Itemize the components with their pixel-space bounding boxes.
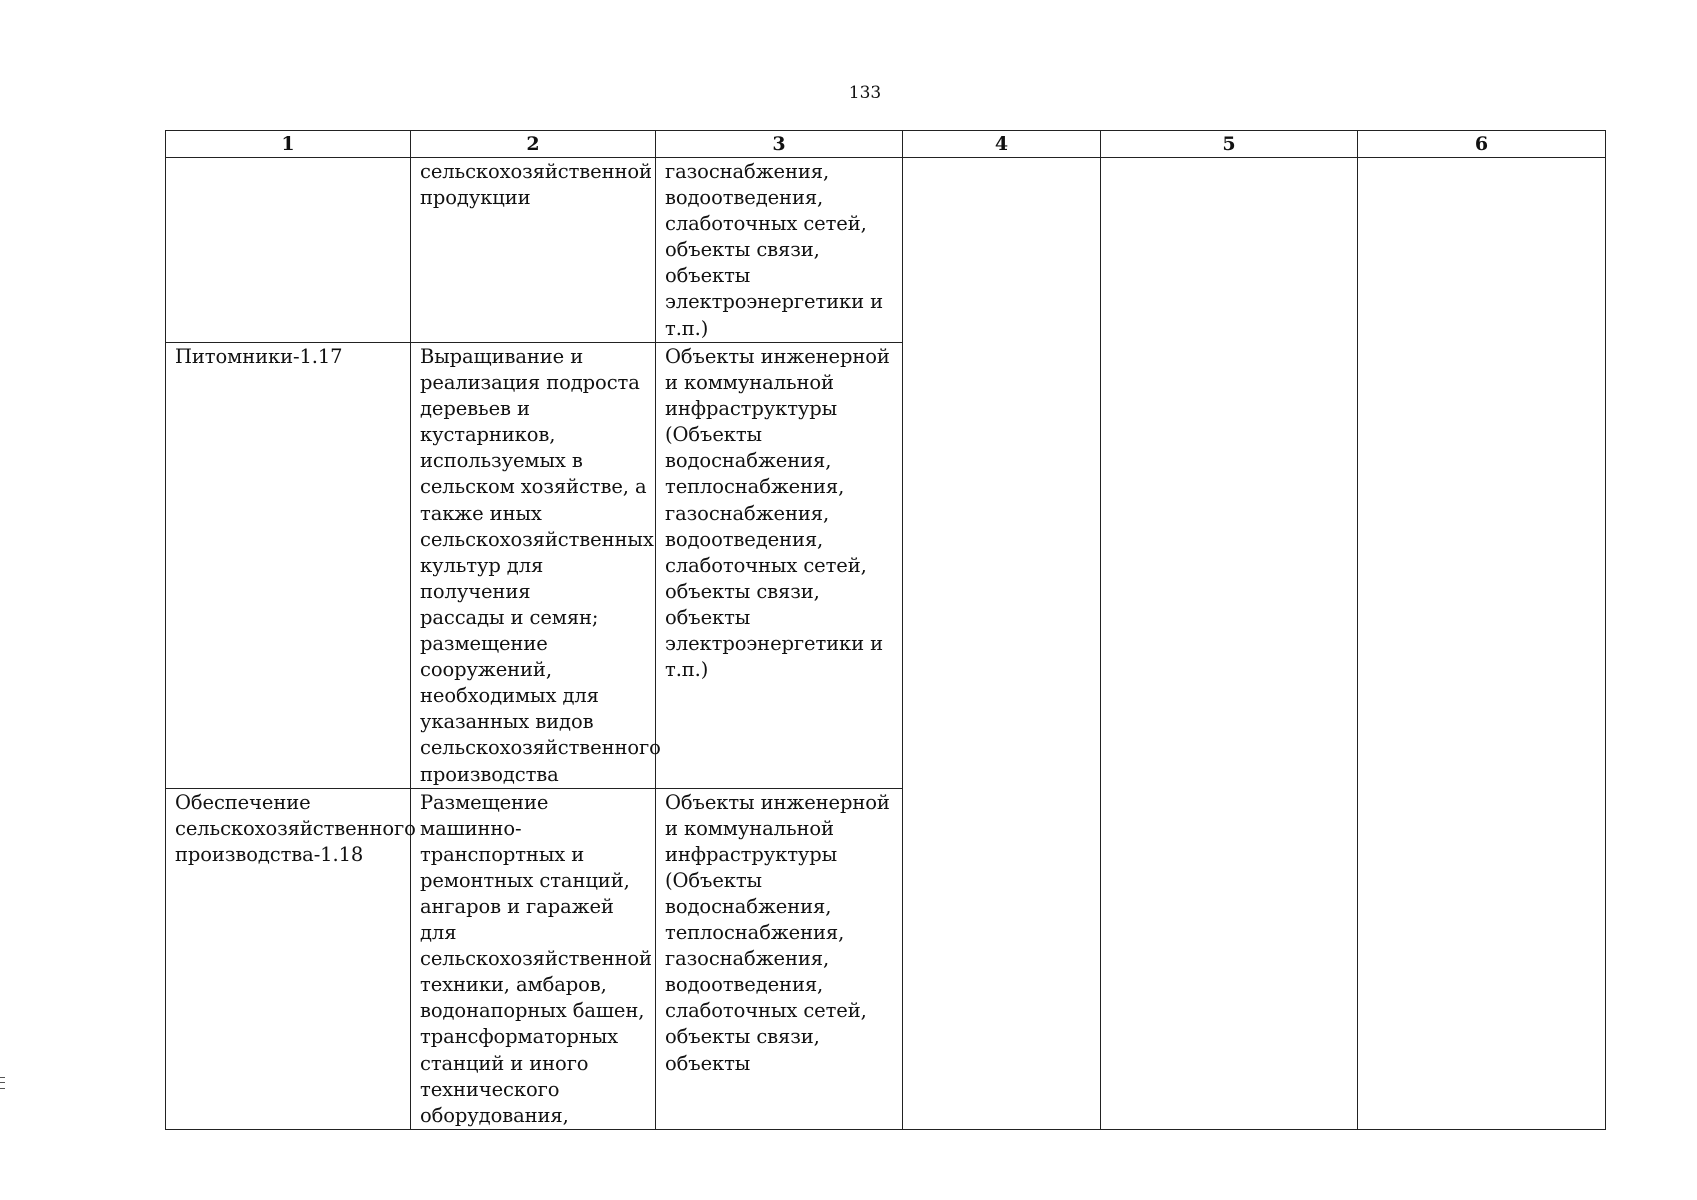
column-header-1: 1 xyxy=(166,131,411,158)
column-header-4: 4 xyxy=(903,131,1101,158)
table-row xyxy=(166,158,1606,343)
column-header-6: 6 xyxy=(1358,131,1606,158)
land-use-type-cell: Питомники-1.17 xyxy=(166,343,411,789)
land-use-type-cell xyxy=(166,158,411,343)
column-header-3: 3 xyxy=(656,131,903,158)
column-header-2: 2 xyxy=(411,131,656,158)
land-use-type-cell: Обеспечение сельскохозяйственного производства-1.18 xyxy=(166,788,411,1129)
land-use-table xyxy=(165,130,1606,1130)
page-number: 133 xyxy=(848,83,882,103)
scan-edge-mark xyxy=(0,1077,5,1089)
column-4-cell xyxy=(903,158,1101,1130)
column-header-5: 5 xyxy=(1101,131,1358,158)
column-5-cell xyxy=(1101,158,1358,1130)
description-cell: Выращивание и реализация подроста деревьев и кустарников, используемых в сельском хозяйстве, а также иных сельскохозяйственных культур для получения рассады и семян; размещение сооружений, необходимых для указанных видов сельскохозяйственного производства xyxy=(411,343,656,789)
permitted-objects-cell: газоснабжения, водоотведения, слаботочных сетей, объекты связи, объекты электроэнергетики и т.п.) xyxy=(656,158,903,343)
table-header-row xyxy=(166,131,1606,158)
description-cell: Размещение машинно- транспортных и ремонтных станций, ангаров и гаражей для сельскохозяйственной техники, амбаров, водонапорных башен, трансформаторных станций и иного технического оборудования, xyxy=(411,788,656,1129)
description-cell: сельскохозяйственной продукции xyxy=(411,158,656,343)
column-6-cell xyxy=(1358,158,1606,1130)
permitted-objects-cell: Объекты инженерной и коммунальной инфраструктуры (Объекты водоснабжения, теплоснабжения, газоснабжения, водоотведения, слаботочных сетей, объекты связи, объекты xyxy=(656,788,903,1129)
permitted-objects-cell: Объекты инженерной и коммунальной инфраструктуры (Объекты водоснабжения, теплоснабжения, газоснабжения, водоотведения, слаботочных сетей, объекты связи, объекты электроэнергетики и т.п.) xyxy=(656,343,903,789)
